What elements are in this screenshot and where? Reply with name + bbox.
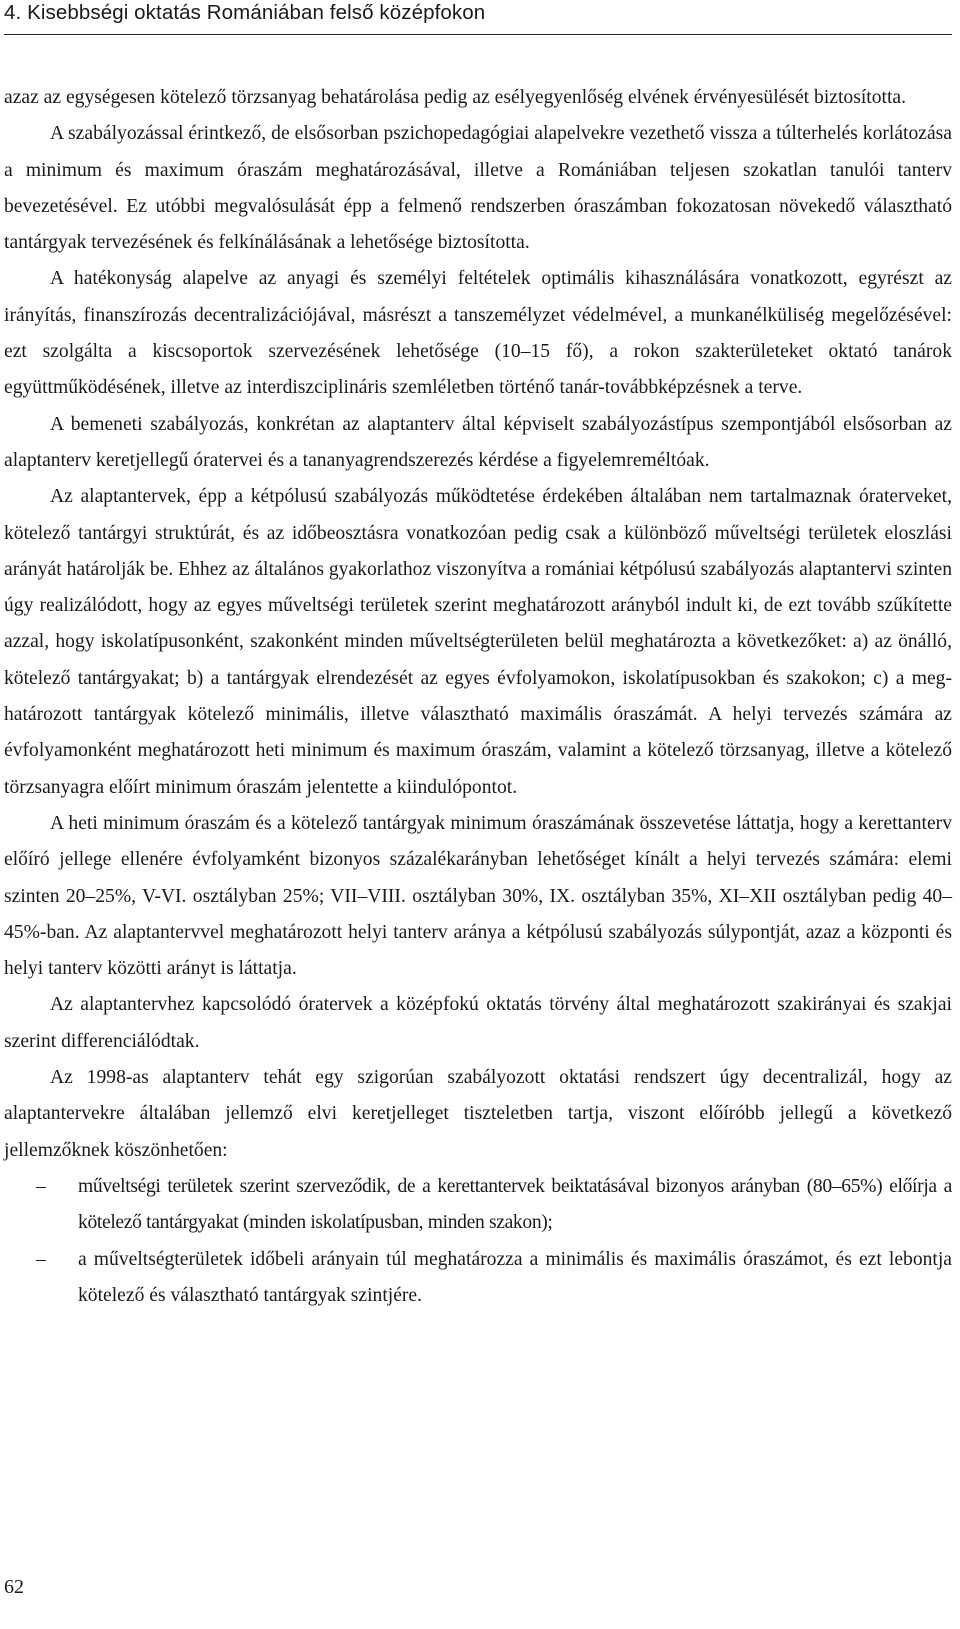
list-item-text: műveltségi területek szerint szerveződik, de a kerettantervek beiktatásával bizonyos arányban (80–65%) előírja a kötelező tantárgyakat (minden iskolatípusban, minden szakon); (78, 1175, 952, 1234)
paragraph-input-regulation: A bemeneti szabályozás, konkrétan az alaptanterv által képviselt szabályozástípus szempontjából elsősorban az alaptanterv keretjellegű óratervei és a tananyagrendszerezés kérdése a figyelemreméltóak. (4, 413, 952, 471)
paragraph-core-curricula: Az alaptantervek, épp a kétpólusú szabályozás működtetése érdekében általában nem tartalmaznak óraterveket, kötelező tantárgyi struktúrát, és az időbeosztásra vonatkozóan pedig csak a különböző műveltségi területek eloszlási arányát határolják be. Ehhez az általános gyakorlathoz viszonyítva a romániai kétpólusú szabályozás alaptantervi szinten úgy realizálódott, hogy az egyes műveltségi területek szerint meghatározott arányból indult ki, de ezt tovább szűkítette azzal, hogy iskolatípusonként, szakonként minden műveltségterületen belül meghatározta a következőket: a) az önálló, kötelező tantárgyakat; b) a tantárgyak elrendezését az egyes évfolyamokon, iskolatípusokban és szakokon; c) a meghatározott tantárgyak kötelező minimális, illetve választható maximális óraszámát. A helyi tervezés számára az évfolyamonként meghatározott heti minimum és maximum óraszám, valamint a kötelező törzsanyag, illetve a kötelező törzsanyagra előírt minimum óraszám jelentette a kiindulópontot. (4, 486, 952, 798)
dash-bullet: – (36, 1248, 46, 1270)
dash-bullet: – (36, 1175, 46, 1197)
list-item (4, 1169, 952, 1242)
page-number: 62 (4, 1576, 24, 1598)
paragraph-continuation: azaz az egységesen kötelező törzsanyag behatárolása pedig az esélyegyenlőség elvének érvényesülését biztosította. (4, 87, 906, 108)
paragraph-overload-limit: A szabályozással érintkező, de elsősorban pszichopedagógiai alapelvekre vezethető vissza a túlterhelés korlátozása a minimum és maximum óraszám meghatározásával, illetve a Romániában teljesen szokatlan tanulói tanterv bevezetésével. Ez utóbbi megvalósulását épp a felmenő rendszerben óraszámban fokozatosan növekedő választható tantárgyak tervezésének és felkínálásának a lehetősége biztosította. (4, 123, 952, 254)
running-header: 4. Kisebbségi oktatás Romániában felső középfokon (4, 0, 952, 35)
dash-list (4, 1169, 952, 1314)
body-text (4, 80, 952, 1314)
list-item (4, 1242, 952, 1315)
paragraph-efficiency-principle: A hatékonyság alapelve az anyagi és személyi feltételek optimális kihasználására vonatkozott, egyrészt az irányítás, finanszírozás decentralizációjával, másrészt a tanszemélyzet védelmével, a munkanélküliség megelőzésével: ezt szolgálta a kiscsoportok szervezésének lehetősége (10–15 fő), a rokon szakterületeket oktató tanárok együttműködésének, illetve az interdiszciplináris szemléletben történő tanár-továbbképzésnek a terve. (4, 268, 952, 399)
list-item-text: a műveltségterületek időbeli arányain túl meghatározza a minimális és maximális óraszámot, és ezt lebontja kötelező és választható tantárgyak szintjére. (78, 1248, 952, 1306)
paragraph-1998-curriculum: Az 1998-as alaptanterv tehát egy szigorúan szabályozott oktatási rendszert úgy decentralizál, hogy az alaptantervekre általában jellemző elvi keretjelleget tiszteletben tartja, viszont előíróbb jellegű a következő jellemzőknek köszönhetően: (4, 1067, 952, 1161)
paragraph-timetables: Az alaptantervhez kapcsolódó óratervek a középfokú oktatás törvény által meghatározott szakirányai és szakjai szerint differenciálódtak. (4, 994, 952, 1052)
paragraph-weekly-minimum: A heti minimum óraszám és a kötelező tantárgyak minimum óraszámának összevetése láttatja, hogy a kerettanterv előíró jellege ellenére évfolyamként bizonyos százalékarányban lehetőséget kínált a helyi tervezés számára: elemi szinten 20–25%, V-VI. osztályban 25%; VII–VIII. osztályban 30%, IX. osztályban 35%, XI–XII osztályban pedig 40–45%-ban. Az alaptantervvel meghatározott helyi tanterv aránya a kétpólusú szabályozás súlypontját, azaz a központi és helyi tanterv közötti arányt is láttatja. (4, 812, 952, 980)
